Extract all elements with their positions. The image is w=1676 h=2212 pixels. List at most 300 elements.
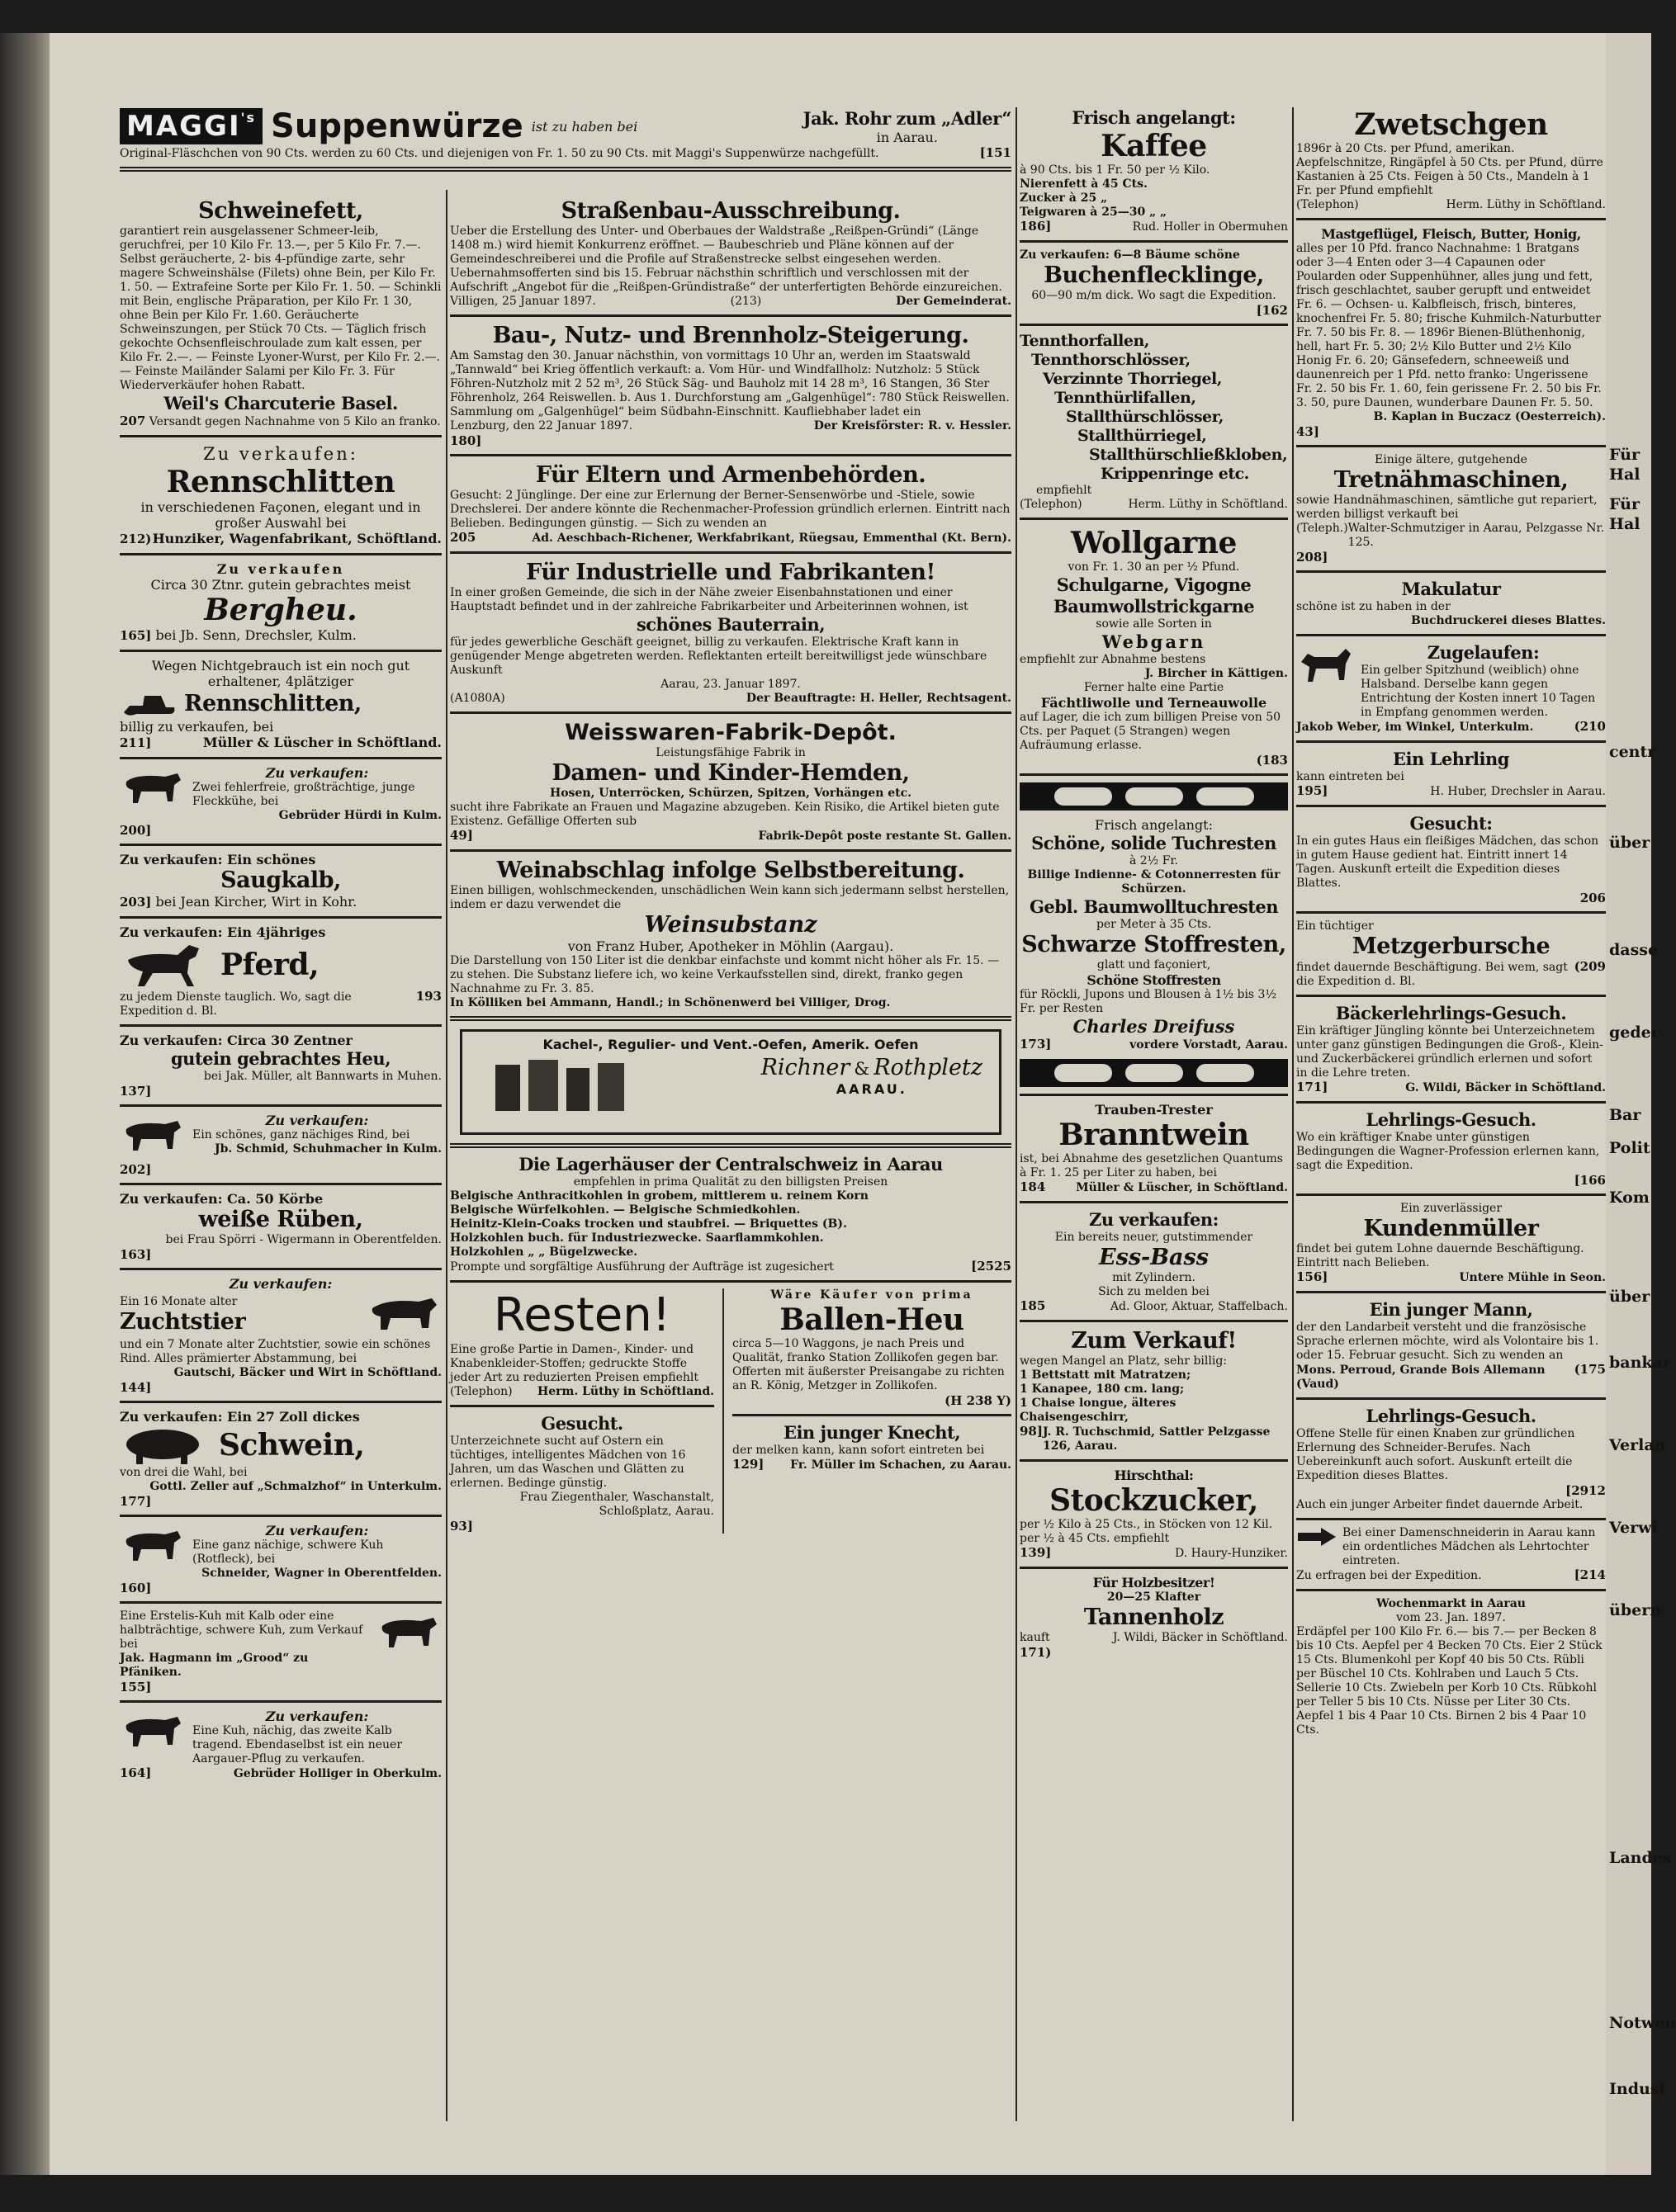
ad-kaffee — [1020, 107, 1288, 234]
ad-sub: Leistungsfähige Fabrik in — [656, 746, 806, 759]
ad-title: Die Lagerhäuser der Centralschweiz in Aarau — [518, 1154, 943, 1175]
ad-resten — [450, 1288, 714, 1399]
ad-text: In ein gutes Haus ein fleißiges Mädchen, das schon in gutem Hause gedient hat. Eintritt innert 14 Tagen. Auskunft erteilt die Expedition dieses Blattes. — [1296, 834, 1599, 890]
ad-knecht — [732, 1422, 1011, 1472]
ad-pre: Zu verkaufen: Circa 30 Zentner — [120, 1033, 353, 1048]
ad-kuh-pflug — [120, 1709, 442, 1781]
ad-text: Bei einer Damenschneiderin in Aarau kann ein ordentliches Mädchen als Lehrtochter eintreten. — [1342, 1526, 1596, 1567]
ad-title: Tannenholz — [1083, 1605, 1224, 1630]
ad-title: Zum Verkauf! — [1071, 1328, 1237, 1354]
ad-title-4: Fächtliwolle und Terneauwolle — [1040, 695, 1267, 711]
ad-pferd — [120, 924, 442, 1019]
ad-firm: bei Jak. Müller, alt Bannwarts in Muhen. — [203, 1070, 442, 1083]
ad-title: gutein gebrachtes Heu, — [171, 1048, 391, 1069]
ad-title: Resten! — [493, 1288, 671, 1342]
ad-pre: Frisch angelangt: — [1094, 817, 1213, 833]
maggi-dealer-town: in Aarau. — [876, 129, 938, 145]
ad-line: Holzkohlen „ „ Bügelzwecke. — [450, 1245, 638, 1259]
ad-firm: Fabrik-Depôt poste restante St. Gallen. — [758, 830, 1011, 843]
maggi-sub: ist zu haben bei — [531, 118, 638, 135]
ad-ref: [214 — [1574, 1567, 1606, 1582]
ad-pre: Zu verkaufen: — [265, 765, 369, 781]
ad-pre: Zu verkaufen: Ein 27 Zoll dickes — [120, 1409, 360, 1425]
ad-title: weiße Rüben, — [198, 1207, 363, 1232]
ad-firm: Charles Dreifuss — [1072, 1016, 1235, 1037]
divider — [450, 1143, 1011, 1148]
ad-ref: 185 — [1020, 1298, 1046, 1313]
ad-title: Rennschlitten, — [184, 691, 362, 716]
ad-firm: B. Kaplan in Buczacz (Oesterreich). — [1373, 410, 1606, 423]
ad-line: Billige Indienne- & Cotonnerresten für Schürzen. — [1027, 868, 1281, 896]
maggi-ref: [151 — [979, 145, 1011, 160]
ad-text: Erdäpfel per 100 Kilo Fr. 6.— bis 7.— per Becken 8 bis 10 Cts. Aepfel per 4 Becken 70 Cts. Eier 2 Stück 15 Cts. Blumenkohl per Kopf 40 bis 50 Cts. Rübli per Büschel 10 Cts. Kohlraben und Lauch 5 Cts. Sellerie 10 Cts. Zwiebeln per Korb 10 Cts. Rübkohl per Teller 5 bis 10 Cts. Nüsse per Liter 30 Cts. Aepfel 1 bis 4 Paar 10 Cts. Birnen 2 bis 4 Paar 10 Cts. — [1296, 1625, 1603, 1737]
ad-ref: (210 — [1574, 719, 1606, 734]
divider — [120, 1183, 442, 1185]
ad-footer: billig zu verkaufen, bei — [120, 719, 274, 735]
ad-gesucht — [450, 1413, 714, 1534]
ad-title: Pferd, — [220, 948, 320, 982]
ad-line: Tennthorfallen, — [1020, 332, 1149, 350]
adjacent-fragment: Polit — [1609, 1139, 1650, 1157]
divider — [1020, 1094, 1288, 1096]
divider — [120, 1401, 442, 1403]
ad-text: Ein kräftiger Jüngling könnte bei Unterzeichnetem unter ganz günstigen Bedingungen die Groß-, Klein- und Zuckerbäckerei gründlich erlernen und sofort in die Lehre treten. — [1296, 1024, 1603, 1080]
ad-rennschlitten — [120, 443, 442, 547]
ad-title: Ballen-Heu — [779, 1302, 964, 1337]
ad-title: Lehrlings-Gesuch. — [1366, 1406, 1536, 1426]
divider — [120, 1024, 442, 1027]
ad-pre: Für Holzbesitzer! — [1092, 1575, 1215, 1590]
ad-pre: Zu verkaufen: — [203, 444, 358, 464]
dog-icon — [1296, 642, 1354, 692]
cow-icon — [120, 765, 186, 815]
ad-text: 60—90 m/m dick. Wo sagt die Expedition. — [1031, 289, 1276, 302]
ad-footer: Versandt gegen Nachnahme von 5 Kilo an franko. — [149, 415, 441, 428]
ad-ref: 211] — [120, 735, 152, 750]
ad-line: Krippenringe etc. — [1101, 465, 1249, 483]
ad-title: Straßenbau-Ausschreibung. — [561, 198, 901, 224]
ad-ref: (A1080A) — [450, 692, 505, 705]
ad-wochenmarkt — [1296, 1597, 1606, 1737]
ad-pre: Zu verkaufen: — [1089, 1209, 1219, 1230]
ad-title: Wochenmarkt in Aarau — [1376, 1597, 1526, 1610]
ad-title-2: Baumwollstrickgarne — [1053, 596, 1255, 617]
ad-junger-mann — [1296, 1299, 1606, 1392]
ad-pre: Zu verkaufen: — [265, 1113, 369, 1128]
ad-depots: In Kölliken bei Ammann, Handl.; in Schönenwerd bei Villiger, Drog. — [450, 996, 891, 1009]
ad-ersteliskuh — [120, 1609, 442, 1694]
ad-text: Eine Kuh, nächig, das zweite Kalb tragend. Ebendaselbst ist ein neuer Aargauer-Pflug zu verkaufen. — [192, 1724, 403, 1765]
ad-ref: 155] — [120, 1680, 152, 1694]
ad-firm: Herm. Lüthy in Schöftland. — [1446, 198, 1606, 211]
ad-tel: (Telephon) — [1296, 198, 1359, 211]
ad-text: Circa 30 Ztnr. gutein gebrachtes meist — [150, 577, 411, 593]
ad-kuh — [120, 1523, 442, 1595]
ad-title: Gesucht. — [541, 1413, 623, 1434]
ad-bergheu — [120, 561, 442, 644]
ad-tuchresten — [1020, 782, 1288, 1087]
column-4 — [1296, 107, 1606, 2121]
ad-footer: empfiehlt — [1036, 484, 1092, 497]
divider — [1020, 1320, 1288, 1322]
divider — [1296, 218, 1606, 220]
stove-icon — [487, 1056, 652, 1114]
divider — [1296, 805, 1606, 807]
ad-title: Bau-, Nutz- und Brennholz-Steigerung. — [492, 323, 969, 348]
ad-ref: 163] — [120, 1247, 152, 1262]
ad-ref: 193 — [415, 989, 442, 1004]
ad-wollgarne — [1020, 526, 1288, 768]
ad-title: Tretnähmaschinen, — [1333, 467, 1569, 493]
ad-place: Villigen, 25 Januar 1897. — [450, 295, 596, 308]
ad-ref: 173] — [1020, 1037, 1052, 1052]
ad-heu — [120, 1033, 442, 1099]
ad-title: Kaffee — [1101, 129, 1207, 163]
ad-firm: Fr. Müller im Schachen, zu Aarau. — [790, 1458, 1011, 1472]
ad-title: Ein junger Knecht, — [783, 1422, 961, 1443]
ad-text: findet dauernde Beschäftigung. Bei wem, sagt die Expedition d. Bl. — [1296, 961, 1568, 988]
ad-title: Branntwein — [1058, 1118, 1249, 1152]
ad-line: Tennthorschlösser, — [1031, 351, 1191, 369]
ad-firm: J. Bircher in Kättigen. — [1144, 667, 1288, 680]
ad-line: Stallthürschlösser, — [1066, 408, 1224, 426]
ad-firm: Frau Ziegenthaler, Waschanstalt, Schloßplatz, Aarau. — [519, 1491, 714, 1518]
ad-text: Die Darstellung von 150 Liter ist die denkbar einfachste und kommt nicht höher als Fr. 15. — zu stehen. Die Substanz liefere ich, wo keine Verkaufsstellen sind, direkt, franko gegen Nachnahme zu Fr. 3. 85. — [450, 954, 1000, 995]
ad-line: Verzinnte Thorriegel, — [1043, 370, 1222, 388]
divider — [450, 314, 1011, 317]
ad-pre: Zu verkaufen — [216, 561, 345, 577]
ad-zuchtstier — [120, 1276, 442, 1395]
ad-line: Nierenfett à 45 Cts. — [1020, 177, 1148, 191]
ad-firm: Gautschi, Bäcker und Wirt in Schöftland. — [173, 1366, 442, 1379]
ad-line: 1 Bettstatt mit Matratzen; — [1020, 1368, 1191, 1382]
ad-line: Belgische Anthracitkohlen in grobem, mittlerem u. reinem Korn — [450, 1189, 869, 1203]
ad-text: schöne ist zu haben in der — [1296, 600, 1451, 613]
ad-makulatur — [1296, 579, 1606, 628]
ad-firm: Ad. Gloor, Aktuar, Staffelbach. — [1110, 1300, 1288, 1313]
ad-ref: 49] — [450, 828, 473, 843]
cow-icon — [120, 1113, 186, 1162]
divider — [120, 435, 442, 437]
ad-ref: 186] — [1020, 219, 1052, 234]
divider — [120, 553, 442, 555]
adjacent-fragment: centr — [1609, 743, 1656, 761]
ad-text: sucht ihre Fabrikate an Frauen und Magazine abzugeben. Kein Risiko, die Artikel bieten gute Existenz. Gefällige Offerten sub — [450, 801, 1000, 828]
ad-text: Wegen Nichtgebrauch ist ein noch gut erhaltener, 4plätziger — [151, 658, 410, 689]
divider — [1296, 1193, 1606, 1196]
divider — [1296, 1397, 1606, 1400]
ad-text: der den Landarbeit versteht und die französische Sprache erlernen möchte, wird als Volontaire bis 1. oder 15. Februar gesucht. Sich zu wenden an — [1296, 1321, 1599, 1362]
ad-firm: Untere Mühle in Seon. — [1459, 1271, 1606, 1284]
ad-ref: [2912 — [1565, 1483, 1606, 1498]
divider — [1296, 1518, 1606, 1520]
ad-firm: J. Wildi, Bäcker in Schöftland. — [1112, 1631, 1288, 1644]
ad-pre: Hirschthal: — [1114, 1468, 1194, 1483]
ad-place: Aarau, 23. Januar 1897. — [660, 678, 801, 691]
ad-line: Tennthürlifallen, — [1054, 389, 1196, 407]
ad-ref: 156] — [1296, 1269, 1328, 1284]
ad-tannenholz — [1020, 1575, 1288, 1660]
ad-text: empfehlen in prima Qualität zu den billigsten Preisen — [573, 1175, 888, 1189]
ad-ref: 144] — [120, 1380, 152, 1395]
ad-text: von drei die Wahl, bei — [120, 1466, 248, 1479]
divider — [1296, 995, 1606, 997]
ad-text: Wo ein kräftiger Knabe unter günstigen Bedingungen die Wagner-Profession erlernen kann, sagt die Expedition. — [1296, 1131, 1600, 1172]
ad-text: für jedes gewerbliche Geschäft geeignet, billig zu verkaufen. Elektrische Kraft kann in genügender Menge abgetreten werden. Reflektanten erteilt bereitwilligst jede wünschbare Auskunft — [450, 636, 987, 677]
horse-icon — [120, 940, 211, 990]
ad-verkauf — [1020, 1328, 1288, 1453]
ad-sub-2: Hosen, Unterröcken, Schürzen, Spitzen, Vorhängen etc. — [549, 787, 912, 800]
ad-title: Ein Lehrling — [1393, 749, 1509, 769]
ad-text: per ½ Kilo à 25 Cts., in Stöcken von 12 Kil. per ½ à 45 Cts. empfiehlt — [1020, 1518, 1273, 1545]
ad-line: Stallthürriegel, — [1077, 427, 1207, 445]
ad-text: Zu erfragen bei der Expedition. — [1296, 1569, 1482, 1582]
ad-text: sowie Handnähmaschinen, sämtliche gut repariert, werden billigst verkauft bei — [1296, 494, 1598, 521]
ad-tel: (Teleph.) — [1296, 522, 1348, 535]
ad-line: Holzkohlen buch. für Industriezwecke. Saarflammkohlen. — [450, 1231, 824, 1245]
ad-ref: (209 — [1574, 959, 1606, 974]
ad-firm: Müller & Lüscher, in Schöftland. — [1076, 1181, 1288, 1194]
ad-place: Lenzburg, den 22 Januar 1897. — [450, 419, 633, 432]
ad-ref: 184 — [1020, 1179, 1046, 1194]
sleigh-icon — [120, 689, 178, 719]
divider — [1020, 1201, 1288, 1203]
ad-text: circa 5—10 Waggons, je nach Preis und Qualität, franko Station Zollikofen gegen bar. Offerten mit äußerster Preisangabe zu richten an R. König, Metzger in Zollikofen. — [732, 1337, 1005, 1392]
ad-text: und ein 7 Monate alter Zuchtstier, sowie ein schönes Rind. Alles prämierter Abstammung, bei — [120, 1338, 431, 1365]
ad-firm: Der Beauftragte: H. Heller, Rechtsagent. — [746, 692, 1011, 705]
ad-saugkalb — [120, 852, 442, 910]
maggi-note: Original-Fläschchen von 90 Cts. werden zu 60 Cts. und diejenigen von Fr. 1. 50 zu 90 Cts. mit Maggi's Suppenwürze nachgefüllt. — [120, 147, 879, 160]
ad-firm: Ad. Aeschbach-Richener, Werkfabrikant, Rüegsau, Emmenthal (Kt. Bern). — [532, 532, 1011, 545]
ad-firm: Herm. Lüthy in Schöftland. — [537, 1385, 714, 1398]
ad-title: Zuchtstier — [120, 1308, 246, 1335]
ad-ref: 208] — [1296, 550, 1328, 565]
ad-tel: (Telephon) — [450, 1385, 513, 1398]
ad-firm: J. R. Tuchschmid, Sattler Pelzgasse 126, Aarau. — [1042, 1425, 1271, 1453]
ad-pre: Einige ältere, gutgehende — [1375, 453, 1527, 466]
ad-text: 1896r à 20 Cts. per Pfund, amerikan. Aepfelschnitze, Ringäpfel à 50 Cts. per Pfund, dürre Kastanien à 25 Cts. Feigen à 50 Cts., Mandeln à 1 Fr. per Pfund empfiehlt — [1296, 142, 1603, 197]
ad-text: 20—25 Klafter — [1106, 1590, 1201, 1604]
ad-pre: Zu verkaufen: Ca. 50 Körbe — [120, 1191, 324, 1207]
ad-pre: Zu verkaufen: — [265, 1709, 369, 1724]
ad-pre: Zu verkaufen: — [229, 1276, 333, 1292]
ad-ref: (213) — [730, 295, 762, 308]
divider — [1020, 1459, 1288, 1462]
adjacent-fragment: Kom — [1609, 1189, 1650, 1207]
ad-title: Lehrlings-Gesuch. — [1366, 1109, 1536, 1130]
column-2 — [450, 198, 1011, 2212]
ad-tretnaehmaschinen — [1296, 453, 1606, 565]
ad-damenschneiderin — [1296, 1526, 1606, 1583]
ad-wagnerlehrling — [1296, 1109, 1606, 1188]
ad-text: Ein bereits neuer, gutstimmender — [1054, 1231, 1253, 1244]
ad-text: glatt und façoniert, — [1096, 958, 1211, 971]
ad-rind — [120, 1113, 442, 1177]
cow-icon — [120, 1523, 186, 1572]
ad-title: Bäckerlehrlings-Gesuch. — [1335, 1003, 1567, 1023]
ad-text: sowie alle Sorten in — [1096, 617, 1212, 631]
ad-ref: 202] — [120, 1162, 152, 1177]
divider — [1296, 1291, 1606, 1293]
adjacent-fragment: übern — [1609, 1601, 1662, 1619]
divider — [120, 1268, 442, 1270]
ad-line: Heinitz-Klein-Coaks trocken und staubfrei. — Briquettes (B). — [450, 1217, 847, 1231]
ad-town: AARAU. — [836, 1081, 907, 1097]
ad-title: Ess-Bass — [1099, 1245, 1209, 1270]
ad-ref: [162 — [1256, 303, 1288, 318]
divider — [120, 1700, 442, 1703]
ad-fleckkuehe — [120, 765, 442, 838]
ad-schweinefett — [120, 198, 442, 429]
ad-text: von Fr. 1. 30 an per ½ Pfund. — [1068, 560, 1240, 574]
ad-title: Kundenmüller — [1363, 1216, 1539, 1241]
ad-text: kann eintreten bei — [1296, 770, 1404, 783]
ad-text: Eine Erstelis-Kuh mit Kalb oder eine halbträchtige, schwere Kuh, zum Verkauf bei — [120, 1609, 363, 1651]
ad-ref: (183 — [1256, 753, 1288, 768]
ad-text: für Röckli, Jupons und Blousen à 1½ bis 3½ Fr. per Resten — [1020, 988, 1277, 1015]
divider — [1296, 911, 1606, 914]
ad-ref: 164] — [120, 1765, 152, 1780]
ad-title: Für Industrielle und Fabrikanten! — [526, 560, 935, 585]
ad-firm-2: Rothpletz — [874, 1055, 982, 1080]
ad-text: Einen billigen, wohlschmeckenden, unschädlichen Wein kann sich jedermann selbst herstellen, indem er dazu verwendet die — [450, 884, 1010, 911]
ad-pre: Frisch angelangt: — [1072, 107, 1236, 128]
ad-rueben — [120, 1191, 442, 1262]
divider — [1296, 1101, 1606, 1104]
ad-line: Teigwaren à 25—30 „ „ — [1020, 206, 1167, 219]
ad-text: Schulgarne, Vigogne — [1056, 574, 1252, 595]
ad-firm-1: Richner — [760, 1055, 850, 1080]
pointing-hand-icon — [1296, 1526, 1337, 1548]
ad-mastgefluegel — [1296, 226, 1606, 439]
ad-pre: Trauben-Trester — [1095, 1102, 1213, 1118]
ad-ref: 200] — [120, 823, 152, 838]
adjacent-fragment: geder — [1609, 1023, 1659, 1042]
divider — [120, 1515, 442, 1517]
ad-text: Eine große Partie in Damen-, Kinder- und Knabenkleider-Stoffen; gedruckte Stoffe jeder Art zu reduzierten Preisen empfiehlt — [450, 1343, 698, 1384]
divider — [120, 757, 442, 759]
divider — [1296, 570, 1606, 573]
ad-text: mit Zylindern. — [1112, 1271, 1195, 1284]
ad-firm: Rud. Holler in Obermuhen — [1132, 220, 1288, 234]
divider — [1296, 740, 1606, 743]
ad-text: findet bei gutem Lohne dauernde Beschäftigung. Eintritt nach Belieben. — [1296, 1242, 1584, 1269]
ad-amp: & — [854, 1059, 870, 1079]
ad-zwetschgen — [1296, 107, 1606, 212]
ad-ref: 203] — [120, 895, 152, 910]
divider — [120, 844, 442, 846]
maggi-logo: $MAGGI^{'s}$ — [120, 108, 263, 144]
ad-schneiderlehrling — [1296, 1406, 1606, 1512]
divider — [1020, 773, 1288, 776]
divider — [450, 454, 1011, 456]
ad-firm: bei Frau Spörri - Wigermann in Oberentfelden. — [165, 1233, 442, 1246]
ad-title-4: Schöne Stoffresten — [1087, 972, 1221, 988]
ad-text: in verschiedenen Façonen, elegant und in großer Auswahl bei — [140, 499, 421, 531]
adjacent-fragment: Landes — [1609, 1849, 1672, 1867]
ad-ballenheu — [732, 1288, 1011, 1408]
divider — [1296, 634, 1606, 636]
ad-title: Saugkalb, — [220, 867, 341, 893]
ad-text: garantiert rein ausgelassener Schmeer-leib, geruchfrei, per 10 Kilo Fr. 13.—, per 5 Kilo Fr. 7.—. Selbst geräucherte, 2- bis 4-pfündige zarte, sehr magere Schweinshälse (Filets) ohne Bein, per Kilo Fr. 1. 50. — Extrafeine Sorte per Kilo Fr. 1. 50. — Schinkli mit Bein, englische Präparation, per Kilo Fr. 1 30, ohne Bein per Kilo Fr. 1.60. Geräucherte Schweinszungen, per Stück 70 Cts. — Täglich frisch gekochte Ochsenfleischroulade zum kalt essen, per Kilo Fr. 2.—. — Feinste Lyoner-Wurst, per Kilo Fr. 2.—. — Feinste Mailänder Salami per Kilo Fr. 3. Für Wiederverkäufer hohen Rabatt. — [120, 225, 442, 392]
ad-ref: 195] — [1296, 783, 1328, 798]
ad-tel: (Telephon) — [1020, 498, 1082, 511]
ad-firm: D. Haury-Hunziker. — [1175, 1547, 1288, 1560]
ad-title: Rennschlitten — [166, 465, 395, 499]
ad-oefen — [460, 1029, 1001, 1135]
ad-date: vom 23. Jan. 1897. — [1396, 1611, 1506, 1624]
divider — [732, 1414, 1011, 1416]
ad-ref: 212) — [120, 532, 152, 546]
ad-title: Schwein, — [219, 1428, 365, 1463]
ad-text: von Franz Huber, Apotheker in Möhlin (Aargau). — [567, 938, 894, 954]
ad-title: Buchenflecklinge, — [1044, 262, 1264, 288]
ad-firm: Der Kreisförster: R. v. Hessler. — [813, 419, 1011, 432]
ad-title: Schweinefett, — [198, 198, 363, 224]
ad-kundenmueller — [1296, 1202, 1606, 1285]
ad-title: Metzgerbursche — [1352, 933, 1551, 959]
ad-ref: 177] — [120, 1494, 152, 1509]
ad-ref: 180] — [450, 433, 482, 448]
ad-title-2: Weinsubstanz — [644, 912, 817, 938]
ad-title: Wollgarne — [1071, 526, 1237, 560]
ad-essbass — [1020, 1209, 1288, 1314]
adjacent-fragment: Hal — [1609, 515, 1640, 533]
ad-text: empfiehlt zur Abnahme bestens — [1020, 653, 1206, 666]
ad-title: Gesucht: — [1409, 813, 1493, 834]
ad-text: auf Lager, die ich zum billigen Preise von 50 Cts. per Paquet (5 Strangen) wegen Aufräumung erlasse. — [1020, 711, 1281, 752]
ad-title: Bergheu. — [204, 593, 357, 627]
ad-title: Für Eltern und Armenbehörden. — [535, 462, 926, 488]
ad-ref: 171) — [1020, 1645, 1052, 1660]
ad-firm: Herm. Lüthy in Schöftland. — [1128, 498, 1288, 511]
adjacent-fragment: Verwi — [1609, 1519, 1658, 1537]
ad-footer: bei Jean Kircher, Wirt in Kohr. — [155, 894, 357, 910]
divider — [1020, 324, 1288, 326]
ad-title: Kachel-, Regulier- und Vent.-Oefen, Amerik. Oefen — [542, 1037, 919, 1052]
ad-text: Auch ein junger Arbeiter findet dauernde Arbeit. — [1296, 1498, 1584, 1511]
divider — [120, 1601, 442, 1604]
ad-text: Sich zu melden bei — [1098, 1285, 1210, 1298]
ad-schwein — [120, 1409, 442, 1509]
ad-firm: Schneider, Wagner in Oberentfelden. — [201, 1567, 442, 1580]
ad-firm: Weil's Charcuterie Basel. — [163, 393, 398, 414]
ad-ref: 43] — [1296, 424, 1319, 439]
ad-pre: Zu verkaufen: Ein 4jähriges — [120, 924, 326, 940]
ad-title: Ein junger Mann, — [1369, 1299, 1533, 1320]
ad-text: zu jedem Dienste tauglich. Wo, sagt die Expedition d. Bl. — [120, 990, 352, 1018]
ad-firm: Müller & Lüscher in Schöftland. — [202, 735, 442, 750]
ad-firm: Hunziker, Wagenfabrikant, Schöftland. — [152, 531, 442, 546]
ad-firm: Walter-Schmutziger in Aarau, Pelzgasse Nr. 125. — [1347, 522, 1605, 549]
divider — [450, 1016, 1011, 1021]
ad-text: alles per 10 Pfd. franco Nachnahme: 1 Bratgans oder 3—4 Enten oder 3—4 Capaunen oder Poularden oder Suppenhühner, alles jung und fett, frisch geschlachtet, sauber gerupft und entweidet Fr. 6. — Ochsen- u. Kalbfleisch, frisch, binteres, knochenfrei Fr. 5. 80; frische Kuhmilch-Naturbutter Fr. 7. 50 bis Fr. 8. — 1896r Bienen-Blüthenhonig, hell, hart Fr. 5. 30; 2½ Kilo Butter und 2½ Kilo Honig Fr. 6. 20; Gänsefedern, schneeweiß und daunenreich per 1 Pfd. netto franko: Ungerissene Fr. 2. 50 bis Fr. 1. 60, fein gerissene Fr. 2. 50 bis Fr. 3. 50, pure Daunen, wunderbare Daunen Fr. 5. 50. — [1296, 242, 1602, 409]
ad-footer: bei Jb. Senn, Drechsler, Kulm. — [155, 627, 357, 643]
ad-ref: 171] — [1296, 1080, 1328, 1094]
ad-buchen — [1020, 248, 1288, 318]
ad-ref: 98] — [1020, 1424, 1043, 1439]
divider — [1020, 1567, 1288, 1569]
adjacent-fragment: Notwen — [1609, 2014, 1676, 2032]
divider — [1020, 518, 1288, 520]
ad-title: Stockzucker, — [1049, 1483, 1258, 1518]
ad-baeckerlehrling — [1296, 1003, 1606, 1095]
ad-text: Offene Stelle für einen Knaben zur gründlichen Erlernung des Schneider-Berufes. Nach Uebereinkunft auch sofort. Auskunft erteilt die Expedition dieses Blattes. — [1296, 1427, 1575, 1482]
ad-text: ist, bei Abnahme des gesetzlichen Quantums à Fr. 1. 25 per Liter zu haben, bei — [1020, 1152, 1283, 1179]
ad-eltern — [450, 462, 1011, 546]
cow-icon — [376, 1609, 442, 1659]
ad-title-3: Schwarze Stoffresten, — [1021, 932, 1286, 957]
